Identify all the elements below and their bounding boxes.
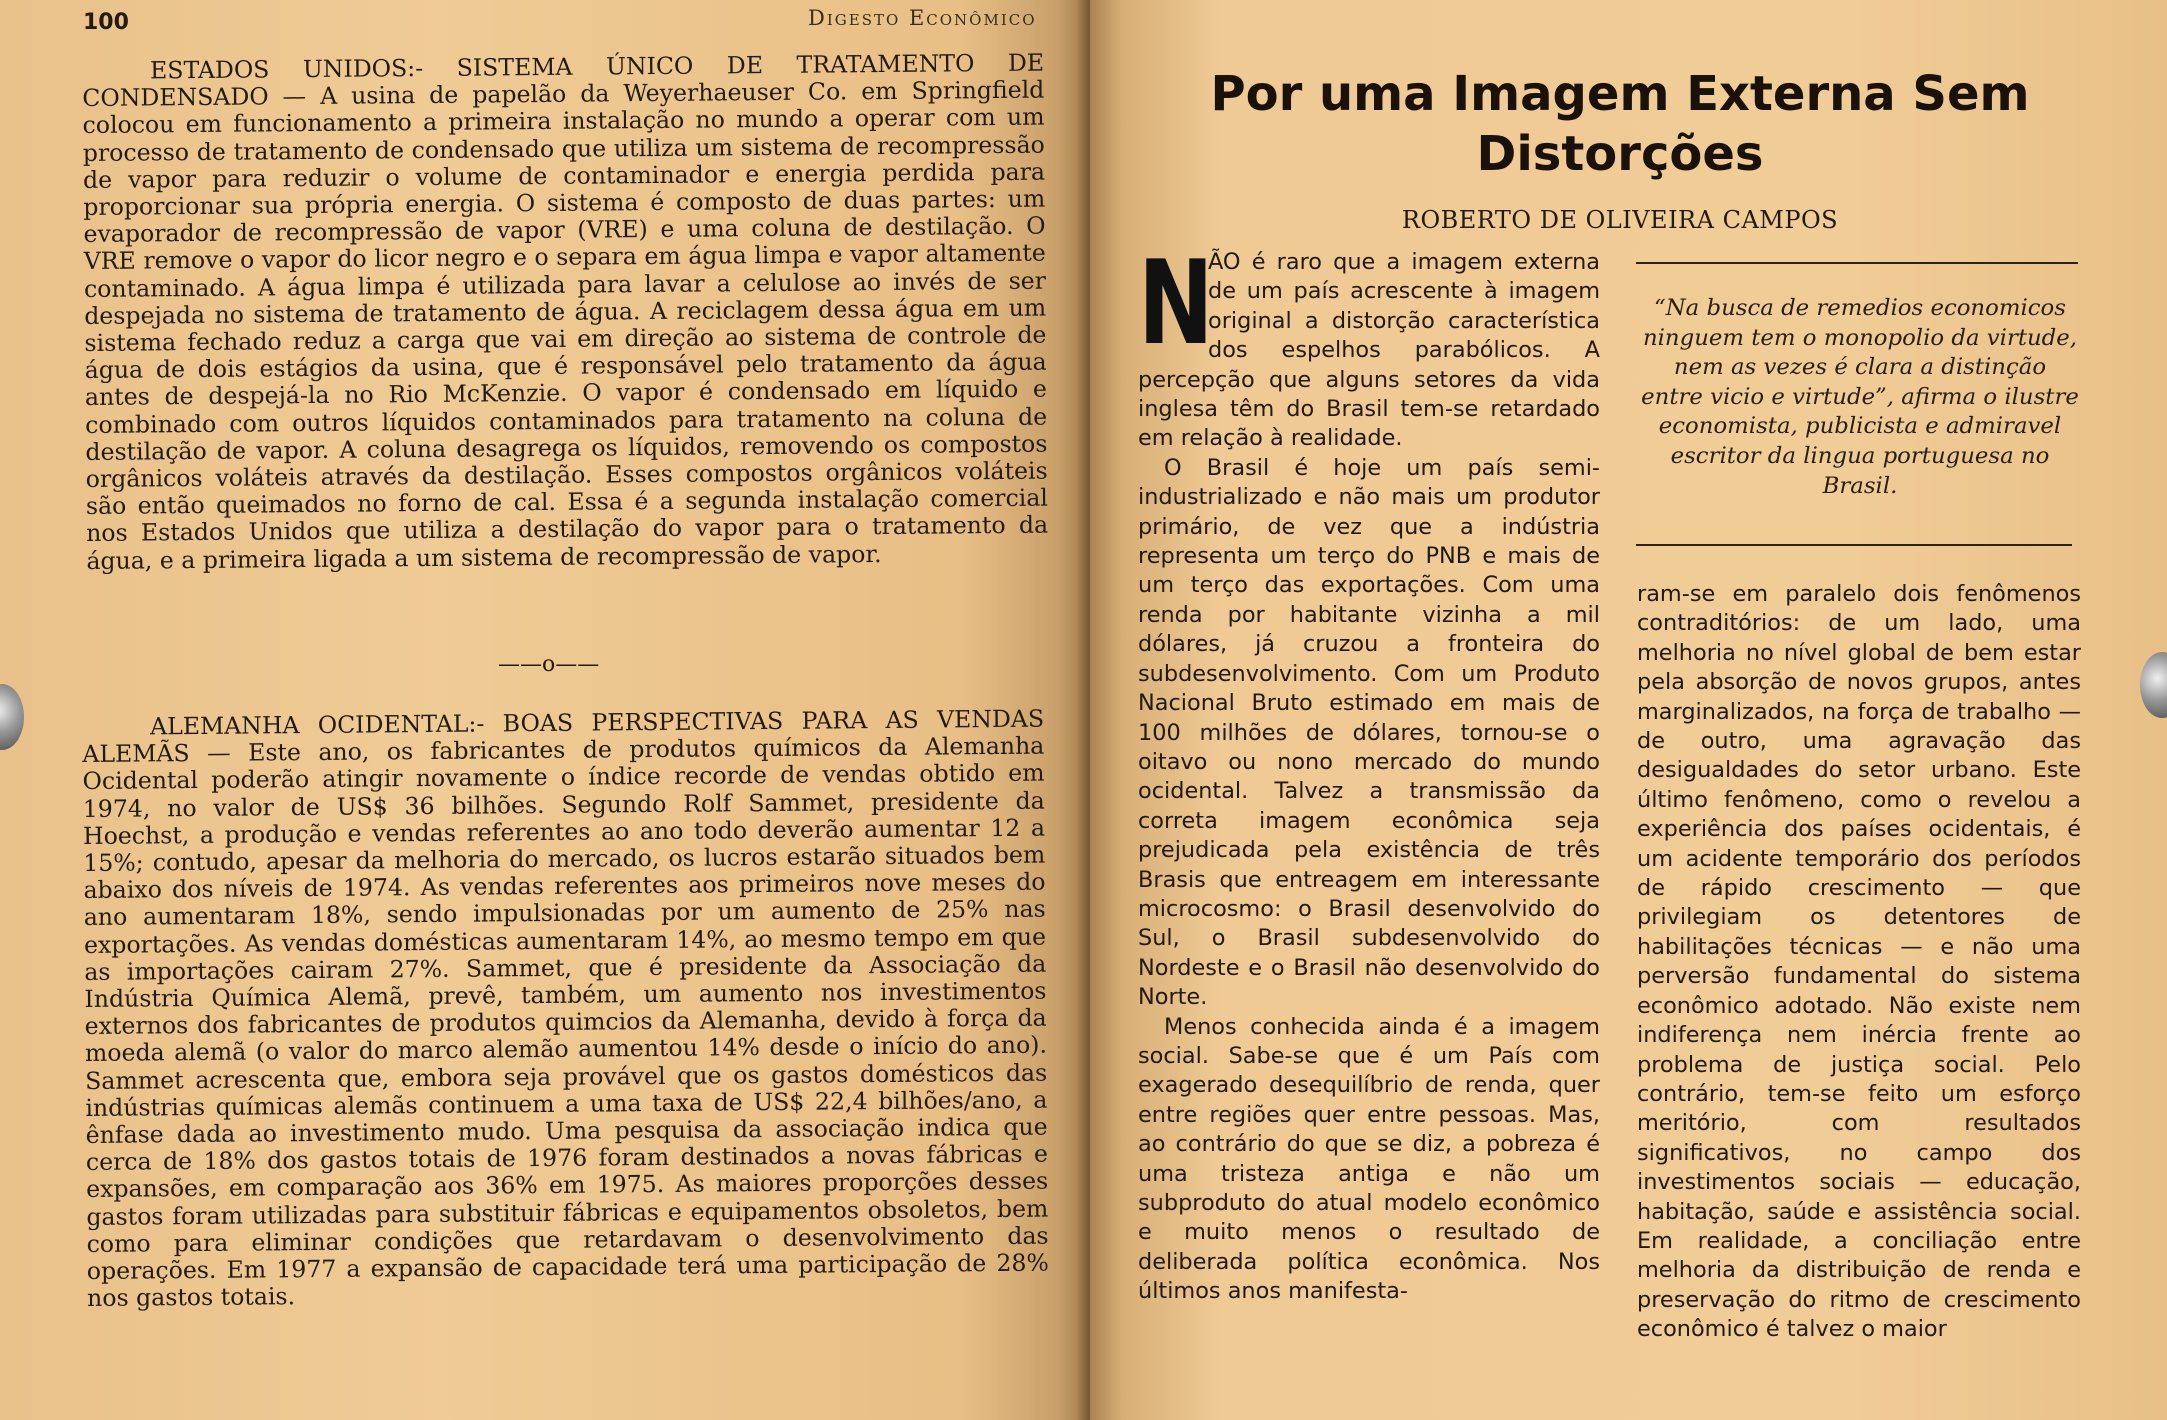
pull-quote-top-rule [1636, 262, 2078, 264]
binder-tab-right [2140, 652, 2167, 718]
article-estados-unidos [82, 50, 1048, 575]
article-author: ROBERTO DE OLIVEIRA CAMPOS [1401, 206, 1839, 234]
section-separator: ——o—— [498, 652, 600, 677]
article-alemanha-ocidental-text: ALEMANHA OCIDENTAL:- BOAS PERSPECTIVAS PARA AS VENDAS ALEMÃS — Este ano, os fabricantes de produtos químicos da Alemanha Ocidental poderão atingir novamente o índice recorde de vendas obtido em 1974, no valor de US$ 36 bilhões. Segundo Rolf Sammet, presidente da Hoechst, a produção e vendas referentes ao ano todo deverão aumentar 12 a 15%; contudo, apesar da melhoria do mercado, os lucros estarão situados bem abaixo dos níveis de 1974. As vendas referentes aos primeiros nove meses do ano aumentaram 18%, sendo impulsionadas por um aumento de 25% nas exportações. As vendas domésticas aumentaram 14%, ao mesmo tempo em que as importações cairam 27%. Sammet, que é presidente da Associação da Indústria Química Alemã, prevê, também, um aumento nos investimentos externos dos fabricantes de produtos quimcios da Alemanha, devido à força da moeda alemã (o valor do marco alemão aumentou 14% desde o início do ano). Sammet acrescenta que, embora seja provável que os gastos domésticos das indústrias químicas alemãs continuem a uma taxa de US$ 22,4 bilhões/ano, a ênfase dada ao investimento mudo. Uma pesquisa da associação indica que cerca de 18% dos gastos totais de 1976 foram destinados a novas fábricas e expansões, em comparação aos 36% em 1975. As maiores proporções desses gastos foram utilizadas para substituir fábricas e equipamentos obsoletos, bem como para eliminar condições que retardavam o desenvolvimento das operações. Em 1977 a expansão de capacidade terá uma participação de 28% nos gastos totais. [82, 704, 1049, 1313]
pull-quote: “Na busca de remedios economicos ninguem tem o monopolio da virtude, nem as vezes é clara a distinção entre vicio e virtude”, afirma o ilustre economista, publicista e admiravel escritor da lingua portuguesa no Brasil. [1641, 295, 2079, 499]
paragraph-4: ram-se em paralelo dois fenômenos contraditórios: de um lado, uma melhoria no nível global de bem estar pela absorção de novos grupos, antes marginalizados, na força de trabalho — de outro, uma agravação das desigualdades do setor urbano. Este último fenômeno, como o revelou a experiência dos países ocidentais, é um acidente temporário dos períodos de rápido crescimento — que privilegiam os detentores de habilitações técnicas — e não uma perversão fundamental do sistema econômico adotado. Não existe nem indiferença nem inércia frente ao problema de justiça social. Pelo contrário, tem-se feito um esforço meritório, com resultados significativos, no campo dos investimentos sociais — educação, habitação, saúde e assistência social. Em realidade, a conciliação entre melhoria da distribuição de renda e preservação do ritmo de crescimento econômico é talvez o maior [1637, 581, 2081, 1343]
running-head: Digesto Econômico [808, 6, 1037, 30]
binder-tab-left [0, 684, 24, 750]
article-column-1 [1138, 236, 1600, 1307]
article-estados-unidos-text: ESTADOS UNIDOS:- SISTEMA ÚNICO DE TRATAMENTO DE CONDENSADO — A usina de papelão da Weyerhaeuser Co. em Springfield colocou em funcionamento a primeira instalação no mundo a operar com um processo de tratamento de condensado que utiliza um sistema de recompressão de vapor para reduzir o volume de contaminador e energia perdida para proporcionar sua própria energia. O sistema é composto de duas partes: um evaporador de recompressão de vapor (VRE) e uma coluna de destilação. O VRE remove o vapor do licor negro e o separa em água limpa e vapor altamente contaminado. A água limpa é utilizada para lavar a celulose ao invés de ser despejada no sistema de tratamento de água. A reciclagem dessa água em um sistema fechado reduz a carga que vai em direção ao sistema de controle de água de dois estágios da usina, que é responsável pelo tratamento da água antes de despejá-la no Rio McKenzie. O vapor é condensado em líquido e combinado com outros líquidos contaminados para tratamento na coluna de destilação de vapor. A coluna desagrega os líquidos, removendo os compostos orgânicos voláteis através da destilação. Esses compostos orgânicos voláteis são então queimados no forno de cal. Essa é a segunda instalação comercial nos Estados Unidos que utiliza a destilação do vapor para o tratamento da água, e a primeira ligada a um sistema de recompressão de vapor. [82, 48, 1049, 575]
article-title: Por uma Imagem Externa Sem Distorções [1210, 66, 2030, 182]
paragraph-3: Menos conhecida ainda é a imagem social. Sabe-se que é um País com exagerado desequilíbrio de renda, quer entre regiões quer entre pessoas. Mas, ao contrário do que se diz, a pobreza é uma tristeza antiga e não um subproduto do atual modelo econômico e muito menos o resultado de deliberada política econômica. Nos últimos anos manifesta- [1138, 1013, 1600, 1305]
paragraph-2: O Brasil é hoje um país semi-industrializado e não mais um produtor primário, de vez que a indústria representa um terço do PNB e mais de um terço das exportações. Com uma renda por habitante vizinha a mil dólares, já cruzou a fronteira do subdesenvolvimento. Com um Produto Nacional Bruto estimado em mais de 100 milhões de dólares, tornou-se o oitavo ou nono mercado do mundo ocidental. Talvez a transmissão da correta imagem econômica seja prejudicada pela existência de três Brasis que entreagem em interessante microcosmo: o Brasil desenvolvido do Sul, o Brasil subdesenvolvido do Nordeste e o Brasil não desenvolvido do Norte. [1138, 454, 1600, 1011]
pull-quote-bottom-rule [1636, 544, 2072, 546]
paragraph-1: ÃO é raro que a imagem externa de um país acrescente à imagem original a distorção característica dos espelhos parabólicos. A percepção que alguns setores da vida inglesa têm do Brasil tem-se retardado em relação à realidade. [1138, 249, 1600, 452]
article-column-2 [1637, 580, 2081, 1345]
article-alemanha-ocidental [82, 706, 1049, 1313]
drop-cap: N [1138, 236, 1214, 371]
page-number: 100 [83, 10, 129, 35]
